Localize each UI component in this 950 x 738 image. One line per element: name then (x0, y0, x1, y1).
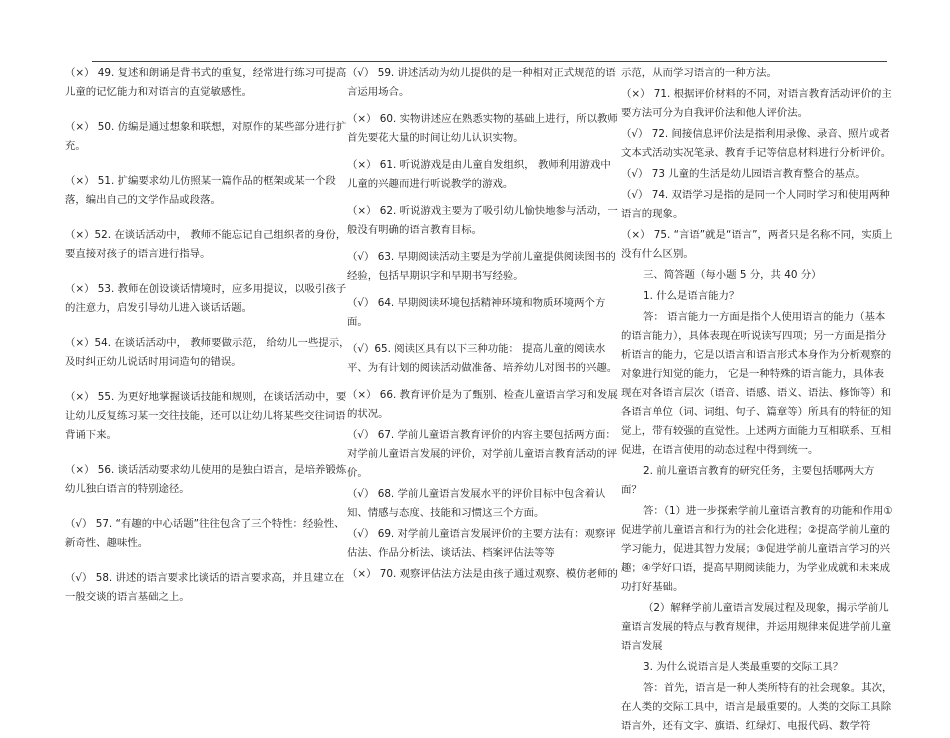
judgment-item-62: （×） 62. 听说游戏主要为了吸引幼儿愉快地参与活动，一般没有明确的语言教育目标。 (347, 205, 618, 236)
judgment-item-75: （×） 75. “言语”就是“语言”，两者只是名称不同，实质上没有什么区别。 (621, 229, 893, 260)
judgment-item-73: （√） 73 儿童的生活是幼儿园语言教育整合的基点。 (621, 168, 866, 180)
judgment-item-56: （×） 56. 谈话活动要求幼儿使用的是独白语言，是培养锻炼幼儿独白语言的特别途径。 (65, 464, 347, 495)
judgment-item-69: （√） 69. 对学前儿童语言发展评价的主要方法有：观察评估法、作品分析法、谈话法、档案评估法等等 (347, 528, 616, 559)
judgment-item-50: （×） 50. 仿编是通过想象和联想，对原作的某些部分进行扩充。 (65, 121, 347, 152)
answer-1: 答： 语言能力一方面是指个人使用语言的能力（基本的语言能力），具体表现在听说读写四项；另一方面是指分析语言的能力，它是以语言和语言形式本身作为分析观察的对象进行知觉的能力， 它是一种特殊的语言能力，具体表现在对各语言层次（语音、语感、语义、语法、修饰等）和各语言单位（词、词组、句子、篇章等）所具有的特征的知觉上，带有较强的直觉性。上述两方面能力互相联系、互相促进，在语言使用的动态过程中得到统一。 (621, 311, 892, 456)
judgment-item-53: （×） 53. 教师在创设谈话情境时，应多用提议，以吸引孩子的注意力，启发引导幼儿进入谈话话题。 (65, 283, 347, 314)
judgment-item-54: （×）54. 在谈话活动中， 教师要做示范， 给幼儿一些提示，及时纠正幼儿说话时用词造句的错误。 (65, 337, 350, 368)
judgment-item-65: （√）65. 阅读区具有以下三种功能： 提高儿童的阅读水平、为有计划的阅读活动做准备、培养幼儿对图书的兴趣。 (347, 343, 618, 374)
judgment-item-51: （×） 51. 扩编要求幼儿仿照某一篇作品的框架或某一个段落，编出自己的文学作品或段落。 (65, 175, 336, 206)
judgment-item-58: （√） 58. 讲述的语言要求比谈话的语言要求高，并且建立在一般交谈的语言基础之上。 (65, 572, 345, 603)
column-right (621, 64, 893, 738)
answer-2-part-1: 答：（1）进一步探索学前儿童语言教育的功能和作用①促进学前儿童语言和行为的社会化进程；②提高学前儿童的学习能力，促进其智力发展；③促进学前儿童语言学习的兴趣；④学好口语，提高早期阅读能力，为学业成就和未来成功打好基础。 (621, 505, 893, 593)
judgment-item-64: （√） 64. 早期阅读环境包括精神环境和物质环境两个方面。 (347, 297, 606, 328)
judgment-item-60: （×） 60. 实物讲述应在熟悉实物的基础上进行，所以教师首先要花大量的时间让幼儿认识实物。 (347, 113, 618, 144)
judgment-item-66: （×） 66. 教育评价是为了甄别、检查儿童语言学习和发展的状况。 (347, 389, 618, 420)
judgment-item-52: （×）52. 在谈话活动中， 教师不能忘记自己组织者的身份，要直接对孩子的语言进行指导。 (65, 229, 347, 260)
judgment-item-59: （√） 59. 讲述活动为幼儿提供的是一种相对正式规范的语言运用场合。 (347, 67, 616, 98)
judgment-item-55: （×） 55. 为更好地掌握谈话技能和规则，在谈话活动中，要让幼儿反复练习某一交往技能，还可以让幼儿将某些交往词语背诵下来。 (65, 391, 347, 441)
answer-2-part-2: （2）解释学前儿童语言发展过程及现象，揭示学前儿童语言发展的特点与教育规律，并运用规律来促进学前儿童语言发展 (621, 602, 892, 652)
judgment-item-49: （×） 49. 复述和朗诵是背书式的重复，经常进行练习可提高儿童的记忆能力和对语言的直觉敏感性。 (65, 67, 347, 98)
judgment-item-71: （×） 71. 根据评价材料的不同，对语言教育活动评价的主要方法可分为自我评价法和他人评价法。 (621, 88, 892, 119)
judgment-item-61: （×） 61. 听说游戏是由儿童自发组织， 教师利用游戏中儿童的兴趣而进行听说教学的游戏。 (347, 159, 611, 190)
judgment-item-70: （×） 70. 观察评估法方法是由孩子通过观察、模仿老师的 (347, 568, 618, 580)
section-heading-short-answer: 三、简答题（每小题 5 分，共 40 分） (643, 269, 822, 281)
judgment-item-72: （√） 72. 间接信息评价法是指利用录像、录音、照片或者文本式活动实况笔录、教育手记等信息材料进行分析评价。 (621, 128, 892, 159)
question-2: 2. 前儿童语言教育的研究任务，主要包括哪两大方面？ (621, 465, 875, 496)
column-left (65, 64, 350, 623)
column-middle (347, 64, 619, 586)
judgment-item-74: （√） 74. 双语学习是指的是同一个人同时学习和使用两种语言的现象。 (621, 189, 890, 220)
judgment-item-67: （√） 67. 学前儿童语言教育评价的内容主要包括两方面：对学前儿童语言发展的评价，对学前儿童语言教育活动的评价。 (347, 429, 618, 479)
question-3: 3. 为什么说语言是人类最重要的交际工具？ (643, 661, 844, 673)
judgment-item-57: （√） 57. “有趣的中心话题”往往包含了三个特性：经验性、新奇性、趣味性。 (65, 518, 345, 549)
header-rule (92, 61, 887, 62)
question-1: 1. 什么是语言能力？ (643, 290, 740, 302)
judgment-item-68: （√） 68. 学前儿童语言发展水平的评价目标中包含着认知、情感与态度、技能和习惯这三个方面。 (347, 488, 606, 519)
judgment-item-63: （√） 63. 早期阅读活动主要是为学前儿童提供阅读图书的经验，包括早期识字和早期书写经验。 (347, 251, 616, 282)
answer-3: 答：首先，语言是一种人类所特有的社会现象。其次，在人类的交际工具中，语言是最重要的。人类的交际工具除语言外，还有文字、旗语、红绿灯、电报代码、数学符 (621, 682, 893, 732)
judgment-item-70-continued: 示范，从而学习语言的一种方法。 (621, 67, 777, 79)
